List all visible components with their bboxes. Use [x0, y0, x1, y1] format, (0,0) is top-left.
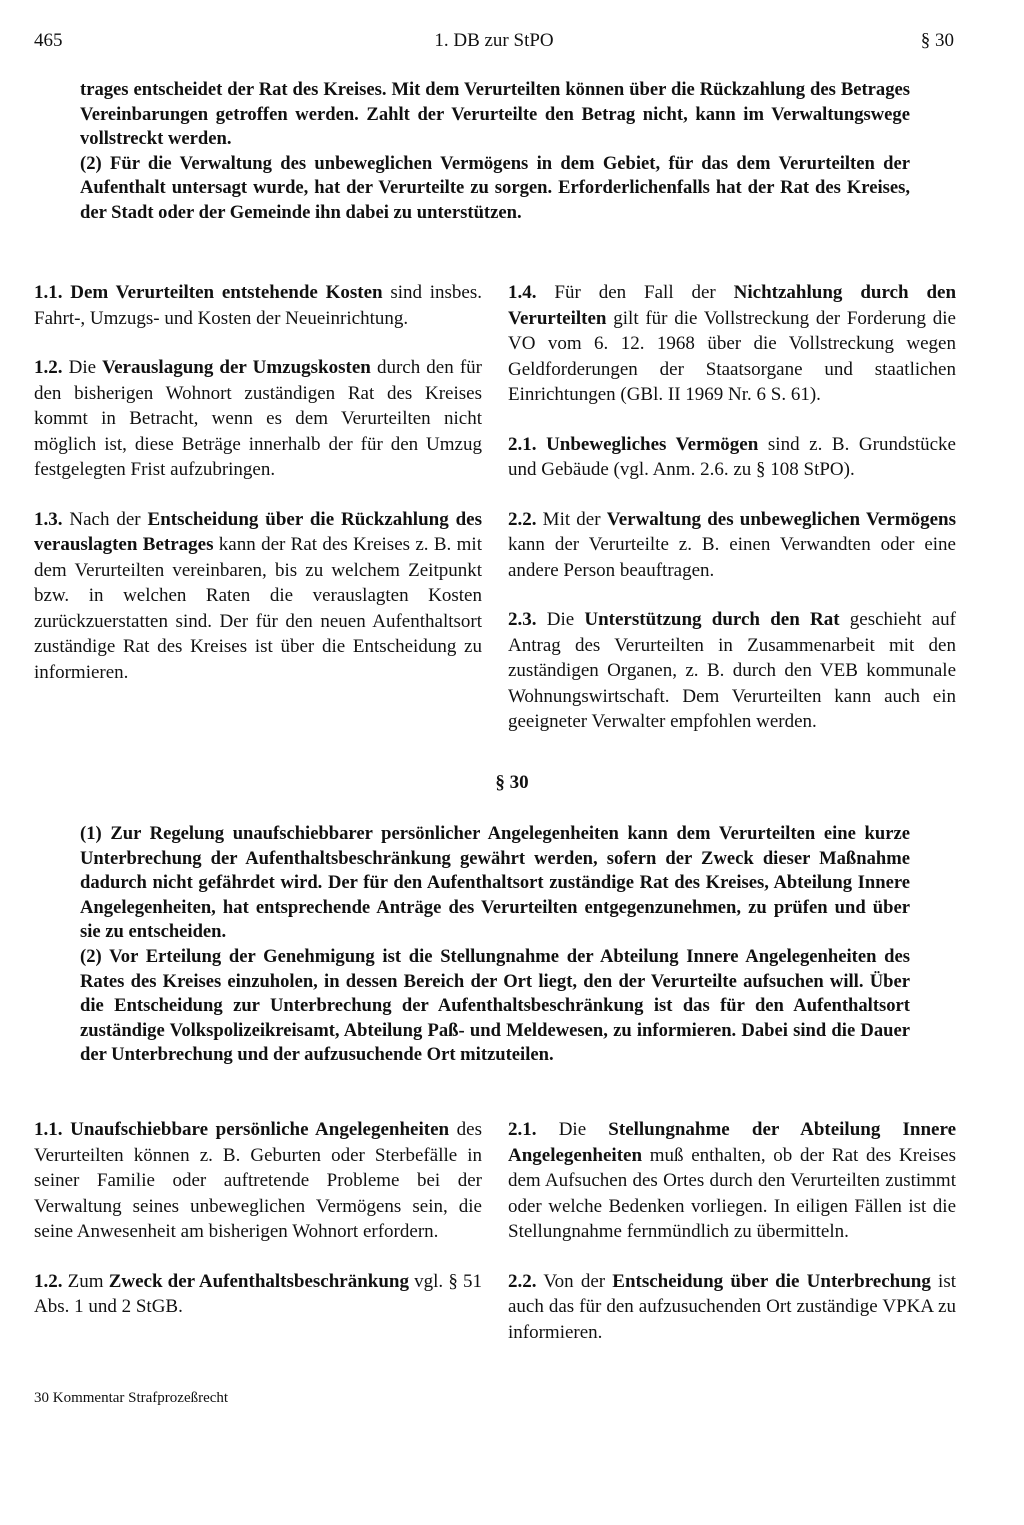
- note-body: gilt für die Vollstreckung der Forderung die VO vom 6. 12. 1968 über die Vollstreckung wegen Geldforderungen der Staatsorgane und staatlichen Einrichtungen (GBl. II 1969 Nr. 6 S. 61).: [508, 307, 956, 405]
- note-number: 2.1.: [508, 1119, 537, 1140]
- section-heading: § 30: [495, 772, 529, 793]
- statute-continuation: trages entscheidet der Rat des Kreises. Mit dem Verurteilten können über die Rückzahlung des Betrages Vereinbarungen getroffen werden. Zahlt der Verurteilte den Betrag nicht, kann im Verwaltungswege vollstreckt werden.: [80, 79, 910, 150]
- note-number: 1.3.: [34, 508, 63, 530]
- note-body: des Verurteilten können z. B. Geburten oder Sterbefälle in seiner Familie oder auftretende Probleme bei der Verwaltung seines unbeweglichen Vermögens sein, die seine Anwesenheit am bisherigen Wohnort erfordern.: [34, 1119, 483, 1242]
- footer-signature: 30 Kommentar Strafprozeßrecht: [34, 1390, 229, 1406]
- commentary-right-column-2: [508, 1117, 956, 1369]
- commentary-note: [508, 280, 956, 408]
- note-keyword: Stellungnahme der Abteilung Innere Angelegenheiten: [508, 1119, 956, 1166]
- statute-30-paragraph-1: (1) Zur Regelung unaufschiebbarer persönlicher Angelegenheiten kann dem Verurteilten eine kurze Unterbrechung der Aufenthaltsbeschränkung gewährt werden, sofern der Zweck dieser Maßnahme dadurch nicht gefährdet wird. Der für den Aufenthaltsort zuständige Rat des Kreises, Abteilung Innere Angelegenheiten, hat entsprechende Anträge des Verurteilten entgegenzunehmen, zu prüfen und über sie zu entscheiden.: [80, 823, 910, 943]
- commentary-note: [508, 1269, 956, 1346]
- note-lead-text: Die: [546, 609, 585, 630]
- note-body: durch den für den bisherigen Wohnort zuständigen Rat des Kreises kommt in Betracht, wenn es dem Verurteilten nicht möglich ist, diese Beträge innerhalb der für den Umzug festgelegten Frist aufzubringen.: [34, 357, 482, 480]
- note-keyword: Nichtzahlung durch den Verurteilten: [508, 282, 957, 329]
- commentary-note: [508, 1117, 956, 1245]
- note-keyword: Unbewegliches Vermögen: [546, 433, 759, 455]
- commentary-note: [34, 1117, 482, 1245]
- note-body: geschieht auf Antrag des Verurteilten in Zusammenarbeit mit den zuständigen Organen, z. B. durch den VEB kommunale Wohnungswirtschaft. Dem Verurteilten kann auch ein geeigneter Verwalter empfohlen werden.: [508, 609, 956, 732]
- note-body: muß enthalten, ob der Rat des Kreises dem Aufsuchen des Ortes durch den Verurteilten zustimmt oder welche Bedenken vorliegen. In eiligen Fällen ist die Stellungnahme fernmündlich zu übermitteln.: [508, 1144, 956, 1242]
- statute-paragraph-2: (2) Für die Verwaltung des unbeweglichen Vermögens in dem Gebiet, für das dem Verurteilten der Aufenthalt untersagt wurde, hat der Verurteilte zu sorgen. Erforderlichenfalls hat der Rat des Kreises, der Stadt oder der Gemeinde ihn dabei zu unterstützen.: [80, 152, 910, 223]
- note-keyword: Zweck der Aufenthaltsbeschränkung: [108, 1270, 409, 1292]
- note-lead-text: Die: [558, 1119, 609, 1140]
- note-body: vgl. § 51 Abs. 1 und 2 StGB.: [34, 1270, 482, 1317]
- note-number: 2.2.: [508, 508, 537, 530]
- running-header: [34, 30, 954, 56]
- note-keyword: Entscheidung über die Unterbrechung: [612, 1270, 931, 1292]
- note-lead-text: Zum: [67, 1270, 109, 1292]
- note-body: ist auch das für den aufzusuchenden Ort zuständige VPKA zu informieren.: [508, 1270, 956, 1343]
- statute-text-30: [80, 822, 910, 1068]
- note-keyword: Verwaltung des unbeweglichen Vermögens: [606, 508, 957, 530]
- section-marker: § 30: [920, 30, 954, 51]
- page-number: 465: [34, 30, 63, 51]
- commentary-note: [34, 507, 482, 686]
- note-lead-text: Mit der: [542, 508, 607, 530]
- note-number: 1.2.: [34, 1270, 63, 1292]
- note-lead-text: Von der: [543, 1270, 613, 1292]
- note-lead-text: Die: [68, 357, 103, 378]
- note-number: 1.4.: [508, 282, 537, 303]
- book-title: 1. DB zur StPO: [434, 30, 554, 51]
- note-number: 1.1.: [34, 1119, 63, 1140]
- note-lead-text: Für den Fall der: [554, 282, 734, 303]
- commentary-note: [34, 280, 482, 331]
- commentary-left-column-2: [34, 1117, 482, 1344]
- statute-text-top: [80, 78, 910, 226]
- note-number: 2.3.: [508, 609, 537, 630]
- note-keyword: Entscheidung über die Rückzahlung des verauslagten Betrages: [34, 508, 482, 555]
- note-keyword: Verauslagung der Umzugskosten: [102, 357, 371, 378]
- statute-30-paragraph-2: (2) Vor Erteilung der Genehmigung ist die Stellungnahme der Abteilung Innere Angelegenheiten des Rates des Kreises einzuholen, in dessen Bereich der Ort liegt, den der Verurteilte aufsuchen will. Über die Entscheidung zur Unterbrechung der Aufenthaltsbeschränkung ist das für den Aufenthaltsort zuständige Volkspolizeikreisamt, Abteilung Paß- und Meldewesen, zu informieren. Dabei sind die Dauer der Unterbrechung und der aufzusuchende Ort mitzuteilen.: [80, 945, 910, 1066]
- note-number: 1.1.: [34, 282, 63, 303]
- commentary-left-column-1: [34, 280, 482, 709]
- note-body: sind insbes. Fahrt-, Umzugs- und Kosten der Neueinrichtung.: [34, 282, 482, 329]
- commentary-right-column-1: [508, 280, 956, 759]
- note-body: sind z. B. Grundstücke und Gebäude (vgl. Anm. 2.6. zu § 108 StPO).: [508, 433, 956, 480]
- commentary-note: [508, 432, 956, 483]
- commentary-note: [508, 607, 956, 735]
- note-body: kann der Rat des Kreises z. B. mit dem Verurteilten vereinbaren, bis zu welchem Zeitpunkt bzw. in welchen Raten die verauslagten Kosten zurückzuerstatten sind. Der für den neuen Aufenthaltsort zuständige Rat des Kreises ist über die Entscheidung zu informieren.: [34, 534, 482, 683]
- note-keyword: Unaufschiebbare persönliche Angelegenheiten: [70, 1119, 450, 1140]
- note-keyword: Unterstützung durch den Rat: [584, 609, 840, 630]
- commentary-note: [34, 355, 482, 483]
- note-number: 2.1.: [508, 433, 537, 455]
- commentary-note: [34, 1269, 482, 1320]
- note-number: 2.2.: [508, 1270, 537, 1292]
- note-number: 1.2.: [34, 357, 63, 378]
- commentary-note: [508, 507, 956, 584]
- note-body: kann der Verurteilte z. B. einen Verwandten oder eine andere Person beauftragen.: [508, 534, 956, 581]
- note-lead-text: Nach der: [69, 508, 148, 530]
- note-keyword: Dem Verurteilten entstehende Kosten: [70, 282, 383, 303]
